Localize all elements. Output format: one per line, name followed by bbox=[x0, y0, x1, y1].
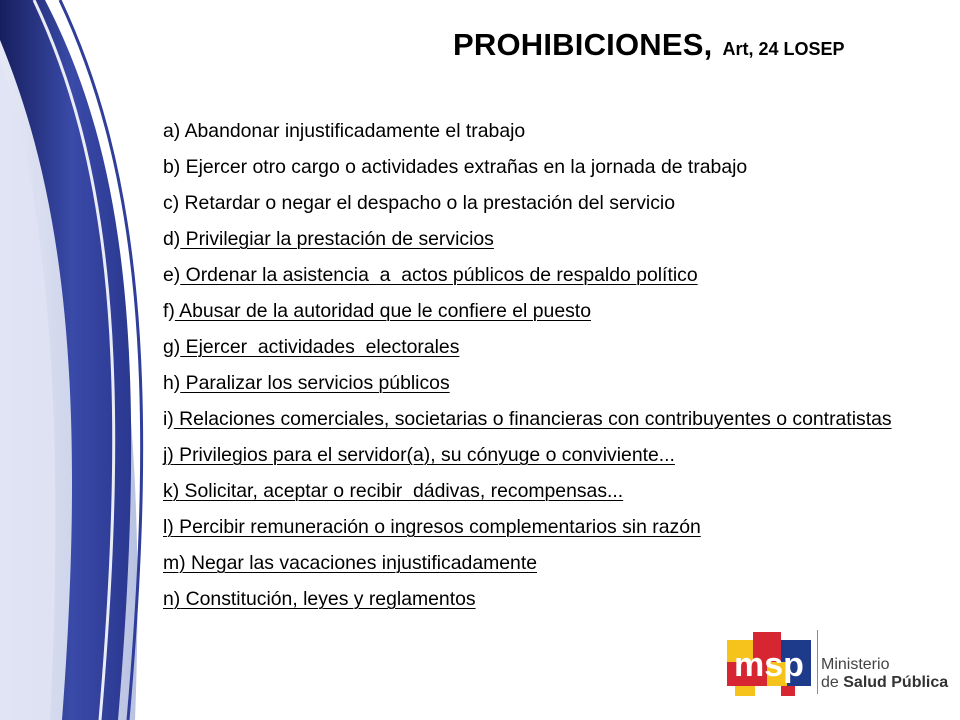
item-marker: c) bbox=[163, 192, 180, 214]
list-item bbox=[163, 185, 948, 221]
title-subtitle: Art, 24 LOSEP bbox=[722, 39, 845, 59]
list-item bbox=[163, 401, 948, 437]
item-marker: n) bbox=[163, 588, 181, 610]
item-text: Solicitar, aceptar o recibir dádivas, recompensas... bbox=[179, 480, 624, 502]
logo-line2-prefix: de bbox=[821, 674, 844, 691]
logo-line-ministerio: Ministerio bbox=[821, 656, 890, 673]
item-text: Constitución, leyes y reglamentos bbox=[180, 588, 476, 610]
item-marker: k) bbox=[163, 480, 180, 502]
item-text: Ejercer actividades electorales bbox=[180, 336, 460, 358]
list-item bbox=[163, 257, 948, 293]
item-text: Privilegios para el servidor(a), su cónyuge o conviviente... bbox=[173, 444, 675, 466]
logo-divider bbox=[817, 630, 818, 694]
list-item bbox=[163, 473, 948, 509]
list-item bbox=[163, 545, 948, 581]
item-text: Ordenar la asistencia a actos públicos de respaldo político bbox=[180, 264, 698, 286]
item-marker: a) bbox=[163, 120, 181, 142]
item-text: Relaciones comerciales, societarias o financieras con contribuyentes o contratistas bbox=[173, 408, 892, 430]
item-text: Abusar de la autoridad que le confiere el puesto bbox=[174, 300, 591, 322]
list-item bbox=[163, 149, 948, 185]
list-item bbox=[163, 113, 948, 149]
item-text: Negar las vacaciones injustificadamente bbox=[185, 552, 537, 574]
logo-mark-letters: msp bbox=[734, 646, 804, 684]
logo-line2-bold: Salud Pública bbox=[843, 674, 949, 691]
item-text: Retardar o negar el despacho o la prestación del servicio bbox=[179, 192, 675, 214]
list-item bbox=[163, 509, 948, 545]
item-marker: l) bbox=[163, 516, 174, 538]
item-marker: e) bbox=[163, 264, 181, 286]
item-marker: h) bbox=[163, 372, 181, 394]
item-marker: m) bbox=[163, 552, 186, 574]
list-item bbox=[163, 365, 948, 401]
list-item bbox=[163, 437, 948, 473]
item-text: Percibir remuneración o ingresos complementarios sin razón bbox=[173, 516, 701, 538]
list-item bbox=[163, 329, 948, 365]
list-item bbox=[163, 221, 948, 257]
item-marker: f) bbox=[163, 300, 175, 322]
item-marker: b) bbox=[163, 156, 181, 178]
logo-line-salud-publica bbox=[821, 674, 948, 692]
item-text: Privilegiar la prestación de servicios bbox=[180, 228, 494, 250]
item-marker: g) bbox=[163, 336, 181, 358]
msp-logo-mark bbox=[727, 626, 813, 698]
page-title bbox=[453, 26, 845, 63]
item-marker: d) bbox=[163, 228, 181, 250]
item-marker: j) bbox=[163, 444, 174, 466]
item-text: Paralizar los servicios públicos bbox=[180, 372, 450, 394]
item-text: Abandonar injustificadamente el trabajo bbox=[180, 120, 526, 142]
ministry-logo bbox=[727, 622, 949, 702]
prohibitions-list bbox=[163, 113, 948, 617]
item-text: Ejercer otro cargo o actividades extrañas en la jornada de trabajo bbox=[180, 156, 748, 178]
list-item bbox=[163, 581, 948, 617]
title-main: PROHIBICIONES, bbox=[453, 27, 713, 62]
list-item bbox=[163, 293, 948, 329]
item-marker: i) bbox=[163, 408, 174, 430]
